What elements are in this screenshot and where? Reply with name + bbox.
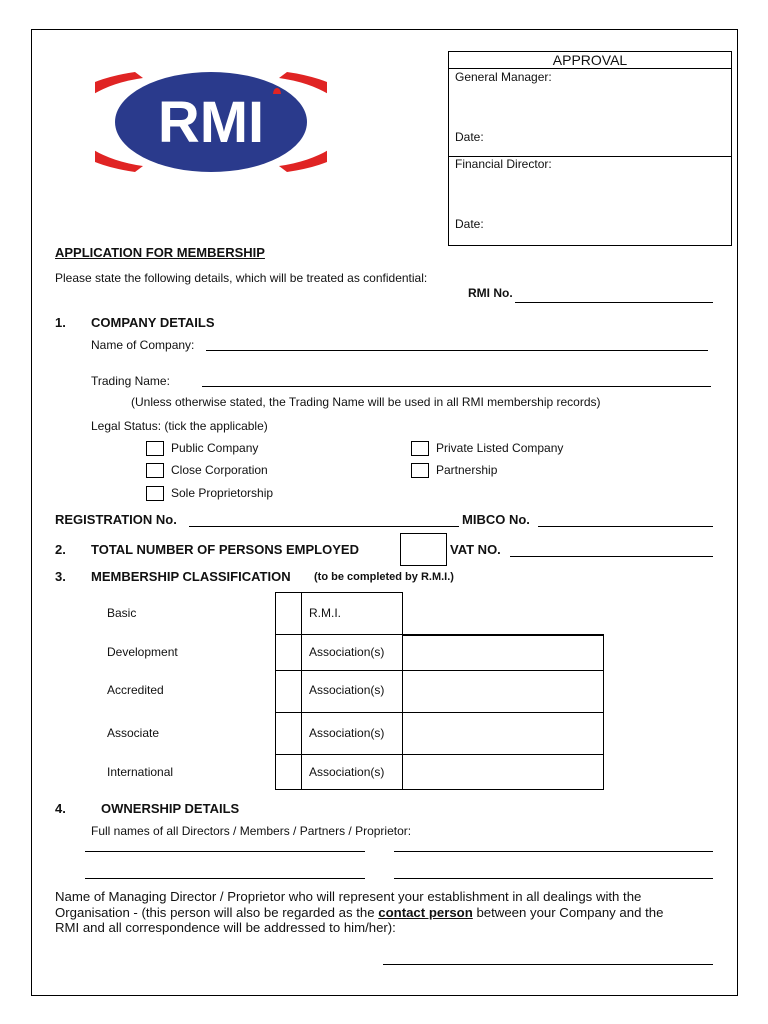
owner-names-label: Full names of all Directors / Members / Partners / Proprietor: [91,824,412,838]
approval-title: APPROVAL [552,52,628,68]
trading-name-note: (Unless otherwise stated, the Trading Name will be used in all RMI membership records) [131,395,601,409]
class-development: Development [107,645,178,659]
basic-tick-cell[interactable] [278,605,296,620]
public-company-label: Public Company [171,441,259,455]
contact-person-emphasis: contact person [378,905,473,920]
gm-date-label: Date: [455,130,484,144]
section2-heading: TOTAL NUMBER OF PERSONS EMPLOYED [91,542,359,557]
section1-number: 1. [55,315,66,330]
logo-text: RMI [157,90,265,155]
section4-number: 4. [55,801,66,816]
mibco-label: MIBCO No. [462,512,530,527]
section3-heading: MEMBERSHIP CLASSIFICATION [91,569,291,584]
close-corporation-label: Close Corporation [171,463,268,477]
trading-name-label: Trading Name: [91,374,170,388]
vat-label: VAT NO. [450,542,501,557]
rmi-no-field[interactable] [515,302,713,303]
class-associate: Associate [107,726,160,740]
company-name-field[interactable] [206,350,708,351]
persons-employed-field[interactable] [400,533,447,566]
registration-label: REGISTRATION No. [55,512,177,527]
class-development-assoc: Association(s) [309,645,385,659]
class-accredited-assoc: Association(s) [309,683,385,697]
section3-number: 3. [55,569,66,584]
registration-field[interactable] [189,526,459,527]
owner-name-field-1[interactable] [85,851,365,852]
form-title: APPLICATION FOR MEMBERSHIP [55,245,265,260]
owner-name-field-4[interactable] [394,878,713,879]
rmi-no-label: RMI No. [468,286,513,300]
owner-name-field-3[interactable] [85,878,365,879]
class-associate-assoc: Association(s) [309,726,385,740]
owner-name-field-2[interactable] [394,851,713,852]
class-basic: Basic [107,606,137,620]
sole-proprietorship-checkbox[interactable] [146,486,164,501]
fd-label: Financial Director: [455,157,552,171]
section3-note: (to be completed by R.M.I.) [314,571,454,583]
partnership-checkbox[interactable] [411,463,429,478]
vat-field[interactable] [510,556,713,557]
fd-date-label: Date: [455,217,484,231]
close-corporation-checkbox[interactable] [146,463,164,478]
class-accredited: Accredited [107,683,164,697]
public-company-checkbox[interactable] [146,441,164,456]
section1-heading: COMPANY DETAILS [91,315,215,330]
section4-heading: OWNERSHIP DETAILS [101,801,240,816]
md-text-line1: Name of Managing Director / Proprietor who will represent your establishment in all dealings with the [55,889,642,904]
mibco-field[interactable] [538,526,713,527]
md-text-line2: Organisation - (this person will also be regarded as the contact person between your Company and the [55,905,664,920]
rmi-logo [95,66,327,178]
class-international: International [107,765,174,779]
private-listed-checkbox[interactable] [411,441,429,456]
sole-proprietorship-label: Sole Proprietorship [171,486,274,500]
private-listed-label: Private Listed Company [436,441,564,455]
form-intro: Please state the following details, which will be treated as confidential: [55,271,428,285]
gm-label: General Manager: [455,70,552,84]
partnership-label: Partnership [436,463,498,477]
managing-director-field[interactable] [383,964,713,965]
md-text-line3: RMI and all correspondence will be addressed to him/her): [55,920,396,935]
legal-status-label: Legal Status: (tick the applicable) [91,419,268,433]
section2-number: 2. [55,542,66,557]
company-name-label: Name of Company: [91,338,195,352]
class-international-assoc: Association(s) [309,765,385,779]
class-basic-assoc: R.M.I. [309,606,341,620]
trading-name-field[interactable] [202,386,711,387]
